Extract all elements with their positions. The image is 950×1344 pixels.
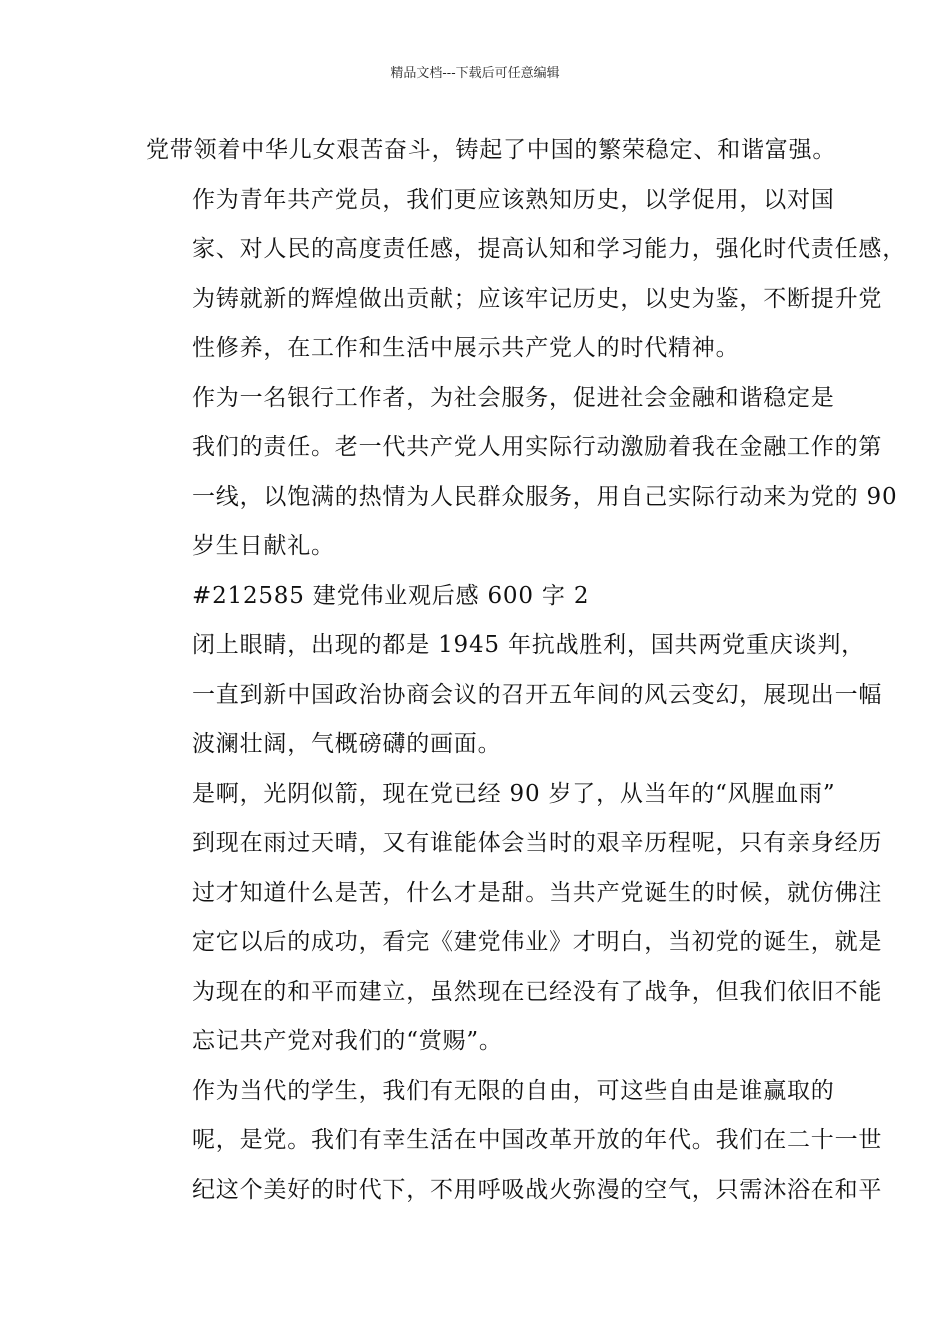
text-line: 性修养，在工作和生活中展示共产党人的时代精神。 <box>192 335 740 361</box>
paragraph-5 <box>146 621 883 770</box>
text-line: 定它以后的成功，看完《建党伟业》才明白，当初党的诞生，就是 <box>192 929 883 955</box>
text-line: 家、对人民的高度责任感，提高认知和学习能力，强化时代责任感， <box>192 236 906 262</box>
paragraph-6 <box>146 770 883 1067</box>
paragraph-3 <box>146 374 898 572</box>
text-line: 纪这个美好的时代下，不用呼吸战火弥漫的空气，只需沐浴在和平 <box>192 1176 883 1203</box>
paragraph-2 <box>146 176 906 374</box>
text-line: 到现在雨过天晴，又有谁能体会当时的艰辛历程呢，只有亲身经历 <box>192 830 883 856</box>
paragraph-1 <box>146 126 837 176</box>
text-line: 作为当代的学生，我们有无限的自由，可这些自由是谁赢取的 <box>192 1077 835 1104</box>
page-header: 精品文档---下载后可任意编辑 <box>390 66 560 81</box>
paragraph-7 <box>146 1067 883 1216</box>
text-line: 一直到新中国政治协商会议的召开五年间的风云变幻，展现出一幅 <box>192 681 883 708</box>
text-line: 岁生日献礼。 <box>192 533 335 559</box>
text-line: 忘记共产党对我们的“赏赐”。 <box>192 1028 503 1054</box>
section-heading <box>146 572 818 622</box>
document-body <box>146 126 906 1215</box>
heading-line: #212585 建党伟业观后感 600 字 2 <box>192 582 590 609</box>
text-line: 过才知道什么是苦，什么才是甜。当共产党诞生的时候，就仿佛注 <box>192 879 883 906</box>
text-line: 波澜壮阔，气概磅礴的画面。 <box>192 731 502 757</box>
text-line: 作为青年共产党员，我们更应该熟知历史，以学促用，以对国 <box>192 186 835 213</box>
text-line: 党带领着中华儿女艰苦奋斗，铸起了中国的繁荣稳定、和谐富强。 <box>146 137 837 163</box>
text-line: 作为一名银行工作者，为社会服务，促进社会金融和谐稳定是 <box>192 384 835 411</box>
text-line: 是啊，光阴似箭，现在党已经 90 岁了，从当年的“风腥血雨” <box>192 780 836 807</box>
text-line: 为现在的和平而建立，虽然现在已经没有了战争，但我们依旧不能 <box>192 978 883 1005</box>
text-line: 我们的责任。老一代共产党人用实际行动激励着我在金融工作的第 <box>192 434 883 460</box>
text-line: 呢，是党。我们有幸生活在中国改革开放的年代。我们在二十一世 <box>192 1127 883 1153</box>
text-line: 闭上眼睛，出现的都是 1945 年抗战胜利，国共两党重庆谈判， <box>192 632 865 658</box>
text-line: 一线，以饱满的热情为人民群众服务，用自己实际行动来为党的 90 <box>192 483 898 510</box>
text-line: 为铸就新的辉煌做出贡献；应该牢记历史，以史为鉴，不断提升党 <box>192 285 883 312</box>
